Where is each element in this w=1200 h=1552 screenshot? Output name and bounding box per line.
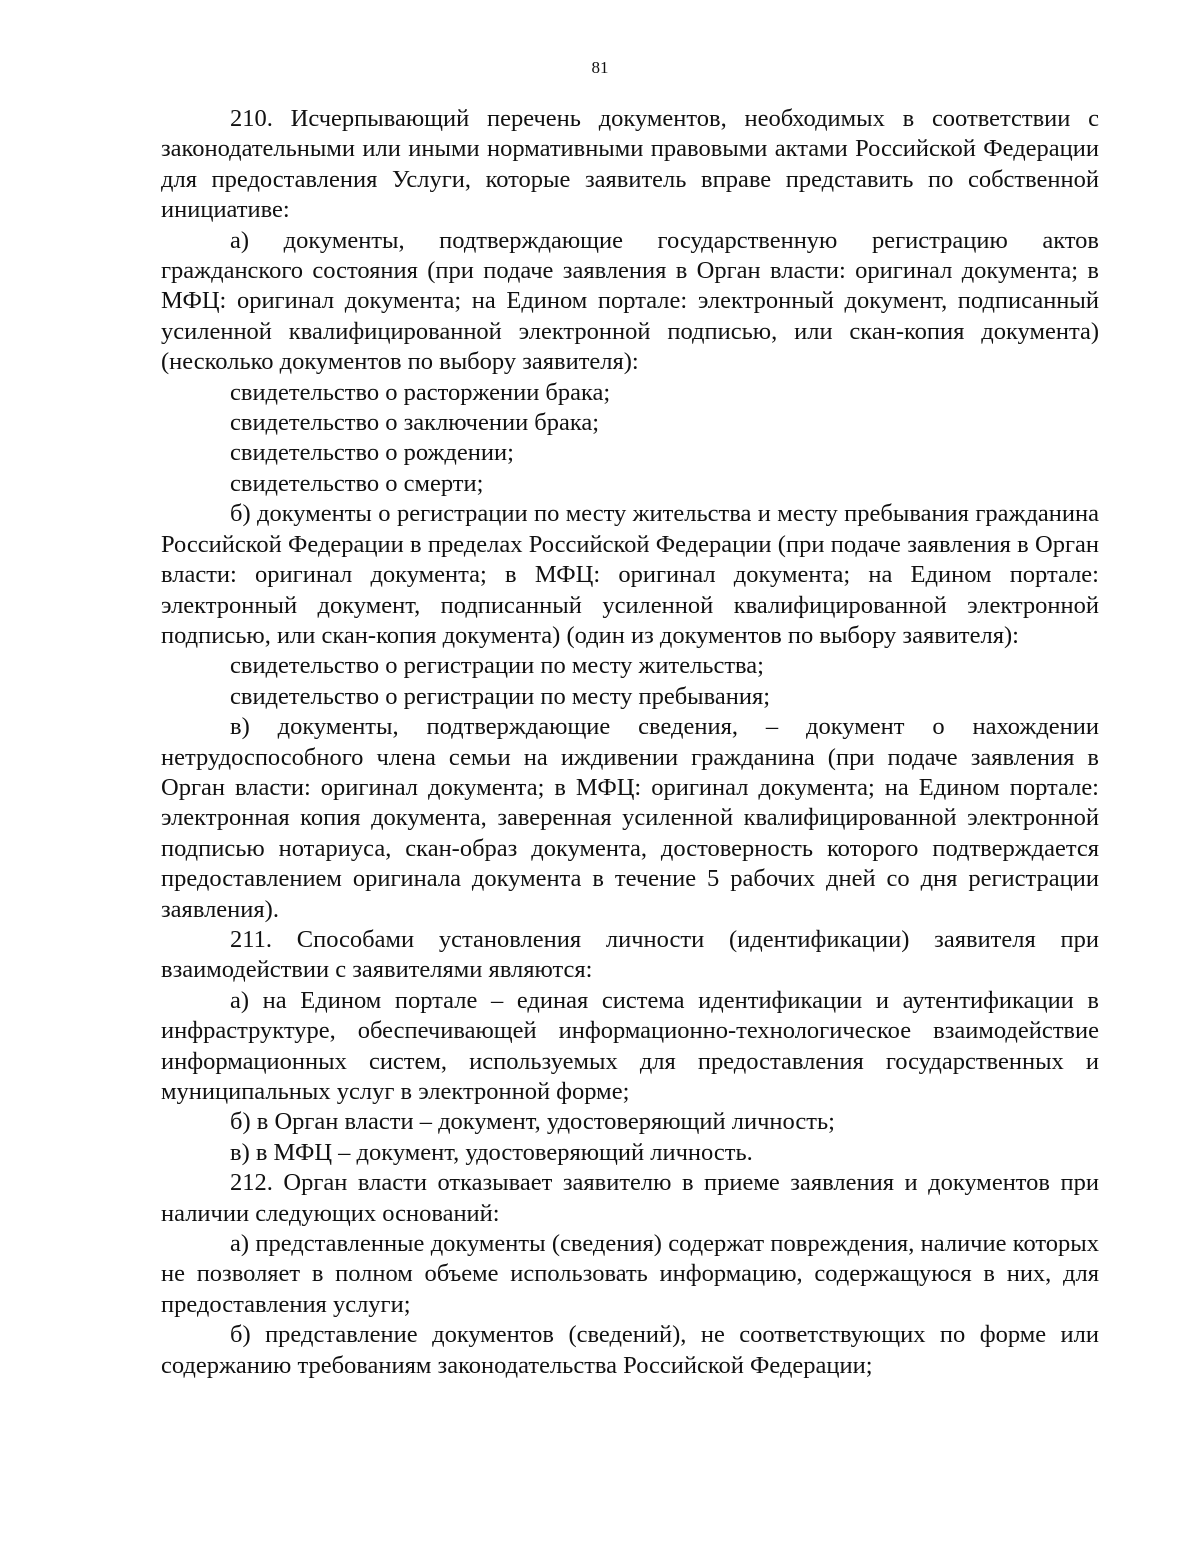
list-item: свидетельство о регистрации по месту пребывания; xyxy=(230,682,771,710)
paragraph: б) документы о регистрации по месту жительства и месту пребывания гражданина Российской Федерации в пределах Российской Федерации (при подаче заявления в Орган власти: оригинал документа; в МФЦ: оригинал документа; на Едином портале: электронный документ, подписанный усиленной квалифицированной электронной подписью, или скан-копия документа) (один из документов по выбору заявителя): xyxy=(161,500,1099,649)
list-item: свидетельство о рождении; xyxy=(230,439,514,467)
paragraph: а) представленные документы (сведения) содержат повреждения, наличие которых не позволяет в полном объеме использовать информацию, содержащуюся в них, для предоставления услуги; xyxy=(161,1230,1099,1318)
paragraph: 211. Способами установления личности (идентификации) заявителя при взаимодействии с заявителями являются: xyxy=(161,925,1099,984)
page-number: 81 xyxy=(591,58,609,77)
paragraph: б) представление документов (сведений), не соответствующих по форме или содержанию требованиям законодательства Российской Федерации; xyxy=(161,1321,1099,1379)
paragraph: 212. Орган власти отказывает заявителю в приеме заявления и документов при наличии следующих оснований: xyxy=(161,1169,1099,1227)
list-item: в) в МФЦ – документ, удостоверяющий личность. xyxy=(230,1138,753,1166)
list-item: свидетельство о смерти; xyxy=(230,469,484,497)
list-item: свидетельство о заключении брака; xyxy=(230,409,600,437)
paragraph: а) документы, подтверждающие государственную регистрацию актов гражданского состояния (при подаче заявления в Орган власти: оригинал документа; в МФЦ: оригинал документа; на Едином портале: электронный документ, подписанный усиленной квалифицированной электронной подписью, или скан-копия документа) (несколько документов по выбору заявителя): xyxy=(161,226,1099,376)
paragraph: а) на Едином портале – единая система идентификации и аутентификации в инфраструктуре, обеспечивающей информационно-технологическое взаимодействие информационных систем, используемых для предоставления государственных и муниципальных услуг в электронной форме; xyxy=(161,986,1099,1105)
list-item: свидетельство о регистрации по месту жительства; xyxy=(230,652,764,680)
document-body xyxy=(161,104,1099,1381)
list-item: б) в Орган власти – документ, удостоверяющий личность; xyxy=(230,1108,835,1136)
paragraph: 210. Исчерпывающий перечень документов, необходимых в соответствии с законодательными или иными нормативными правовыми актами Российской Федерации для предоставления Услуги, которые заявитель вправе представить по собственной инициативе: xyxy=(161,105,1099,224)
list-item: свидетельство о расторжении брака; xyxy=(230,378,611,406)
paragraph: в) документы, подтверждающие сведения, – документ о нахождении нетрудоспособного члена семьи на иждивении гражданина (при подаче заявления в Орган власти: оригинал документа; в МФЦ: оригинал документа; на Едином портале: электронная копия документа, заверенная усиленной квалифицированной электронной подписью нотариуса, скан-образ документа, достоверность которого подтверждается предоставлением оригинала документа в течение 5 рабочих дней со дня регистрации заявления). xyxy=(161,713,1099,923)
